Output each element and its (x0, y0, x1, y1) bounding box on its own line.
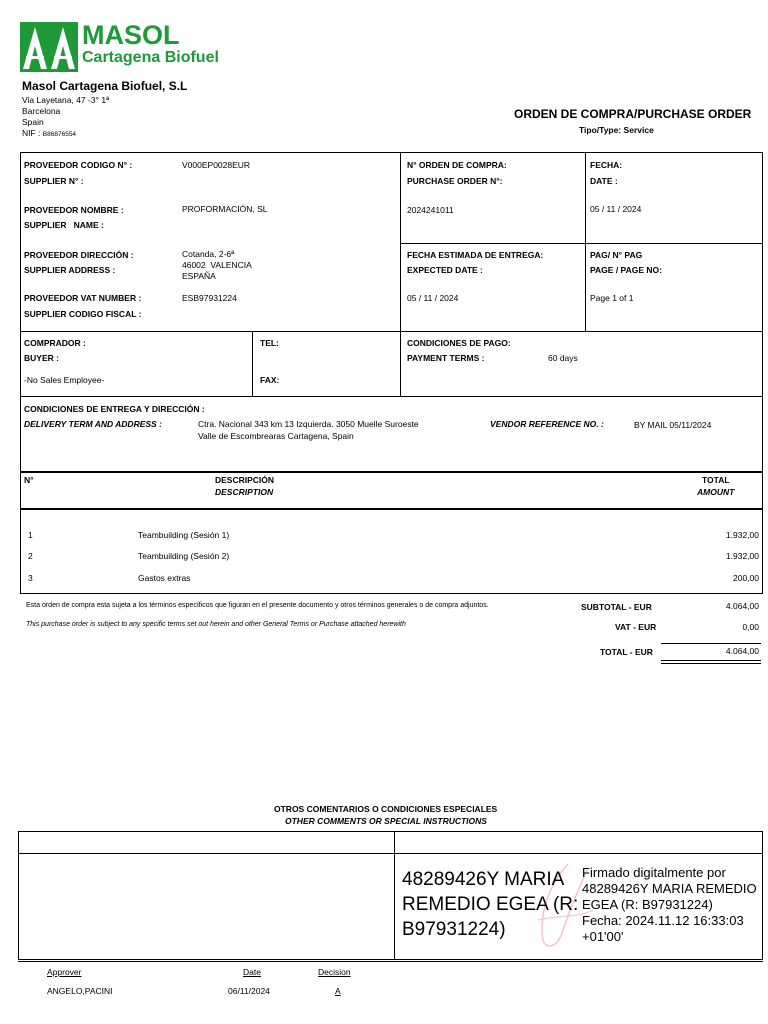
signature-details (582, 865, 757, 945)
company-city: Barcelona (22, 106, 61, 116)
col-desc-header-en: DESCRIPTION (215, 487, 274, 497)
comments-title: OTROS COMENTARIOS O CONDICIONES ESPECIALES (274, 804, 498, 814)
supplier-vat-label: PROVEEDOR VAT NUMBER : (24, 293, 142, 303)
nif-value: B86876554 (42, 131, 77, 138)
supplier-vat-label-en: SUPPLIER CODIGO FISCAL : (24, 309, 142, 319)
logo-text: MASOL (82, 20, 180, 50)
supplier-name-label-en: SUPPLIER NAME : (24, 220, 104, 230)
row-number: 3 (28, 573, 33, 583)
expected-date-label: FECHA ESTIMADA DE ENTREGA: (407, 250, 544, 260)
col-desc-header: DESCRIPCIÓN (215, 475, 275, 485)
row-amount: 1.932,00 (725, 551, 759, 561)
company-nif (22, 128, 76, 138)
delivery-address-line2: Valle de Escombrearas Cartagena, Spain (198, 431, 354, 441)
supplier-code-label-en: SUPPLIER N° : (24, 176, 84, 186)
subtotal-label: SUBTOTAL - EUR (581, 602, 652, 612)
page-value: Page 1 of 1 (590, 293, 634, 303)
supplier-code-value: V000EP0028EUR (182, 160, 251, 170)
terms-english: This purchase order is subject to any specific terms set out herein and other General Terms or Purchase attached herewith (26, 621, 406, 628)
nif-label: NIF : (22, 128, 41, 138)
supplier-address-label-en: SUPPLIER ADDRESS : (24, 265, 116, 275)
signature-name-large: 48289426Y MARIA REMEDIO EGEA (R: B97931224) (402, 869, 579, 940)
signature-line5: +01'00' (582, 929, 624, 944)
approver-value: ANGELO,PACINI (47, 986, 113, 996)
supplier-address-line2: 46002 VALENCIA (182, 260, 252, 270)
row-description: Teambuilding (Sesión 1) (138, 530, 230, 540)
row-amount: 200,00 (733, 573, 759, 583)
header-table (20, 152, 763, 594)
vendor-reference-value: BY MAIL 05/11/2024 (634, 420, 712, 430)
po-number-label: N° ORDEN DE COMPRA: (407, 160, 507, 170)
vat-label: VAT - EUR (615, 622, 657, 632)
subtotal-value: 4.064,00 (725, 601, 759, 611)
date-value: 05 / 11 / 2024 (590, 204, 642, 214)
decision-value: A (335, 986, 341, 996)
page-label: PAG/ N° PAG (590, 250, 643, 260)
supplier-name-label: PROVEEDOR NOMBRE : (24, 205, 124, 215)
expected-date-value: 05 / 11 / 2024 (407, 293, 459, 303)
supplier-address-line3: ESPAÑA (182, 271, 216, 281)
logo-subtext: Cartagena Biofuel (82, 49, 219, 66)
tel-label: TEL: (260, 338, 279, 348)
payment-terms-label-en: PAYMENT TERMS : (407, 353, 485, 363)
row-amount: 1.932,00 (725, 530, 759, 540)
document-type: Tipo/Type: Service (579, 125, 654, 135)
company-logo (20, 20, 219, 74)
decision-label: Decision (318, 967, 351, 977)
total-label: TOTAL - EUR (600, 647, 653, 657)
supplier-address-line1: Cotanda, 2-6ª (182, 249, 235, 259)
comments-title-en: OTHER COMMENTS OR SPECIAL INSTRUCTIONS (285, 816, 487, 826)
buyer-value: -No Sales Employee- (24, 375, 105, 385)
row-number: 2 (28, 551, 33, 561)
delivery-address-line1: Ctra. Nacional 343 km 13 Izquierda. 3050 Muelle Suroeste (198, 419, 419, 429)
col-total-header: TOTAL (702, 475, 730, 485)
signature-line2: 48289426Y MARIA REMEDIO (582, 881, 757, 896)
col-no-header: N° (24, 475, 34, 485)
signature-line4: Fecha: 2024.11.12 16:33:03 (582, 913, 744, 928)
po-number-value: 2024241011 (407, 205, 454, 215)
date-label: FECHA: (590, 160, 623, 170)
buyer-label: COMPRADOR : (24, 338, 86, 348)
payment-terms-value: 60 days (548, 353, 578, 363)
signature-line1: Firmado digitalmente por (582, 865, 726, 880)
buyer-label-en: BUYER : (24, 353, 59, 363)
col-total-header-en: AMOUNT (697, 487, 735, 497)
approval-date-value: 06/11/2024 (228, 986, 270, 996)
approval-date-label: Date (243, 967, 261, 977)
masol-logo-icon (20, 22, 78, 72)
signature-line3: EGEA (R: B97931224) (582, 897, 713, 912)
terms-spanish: Esta orden de compra esta sujeta a los términos específicos que figuran en el presente documento y otros términos generales o de compra adjuntos. (26, 602, 489, 609)
supplier-vat-value: ESB97931224 (182, 293, 237, 303)
row-description: Gastos extras (138, 573, 191, 583)
document-title: ORDEN DE COMPRA/PURCHASE ORDER (514, 107, 752, 121)
company-country: Spain (22, 117, 44, 127)
supplier-code-label: PROVEEDOR CODIGO N° : (24, 160, 133, 170)
delivery-label-en: DELIVERY TERM AND ADDRESS : (24, 419, 162, 429)
supplier-name-value: PROFORMACIÓN, SL (182, 204, 268, 214)
vendor-reference-label: VENDOR REFERENCE NO. : (490, 419, 604, 429)
total-value: 4.064,00 (725, 646, 759, 656)
date-label-en: DATE : (590, 176, 618, 186)
company-name: Masol Cartagena Biofuel, S.L (22, 79, 188, 93)
company-address: Via Layetana, 47 -3° 1ª (22, 95, 110, 105)
po-number-label-en: PURCHASE ORDER N°: (407, 176, 503, 186)
payment-terms-label: CONDICIONES DE PAGO: (407, 338, 511, 348)
row-description: Teambuilding (Sesión 2) (138, 551, 230, 561)
approver-label: Approver (47, 967, 82, 977)
expected-date-label-en: EXPECTED DATE : (407, 265, 483, 275)
delivery-label: CONDICIONES DE ENTREGA Y DIRECCIÓN : (24, 404, 205, 414)
supplier-address-label: PROVEEDOR DIRECCIÓN : (24, 250, 134, 260)
vat-value: 0,00 (742, 622, 759, 632)
fax-label: FAX: (260, 375, 280, 385)
page-label-en: PAGE / PAGE NO: (590, 265, 662, 275)
row-number: 1 (28, 530, 33, 540)
